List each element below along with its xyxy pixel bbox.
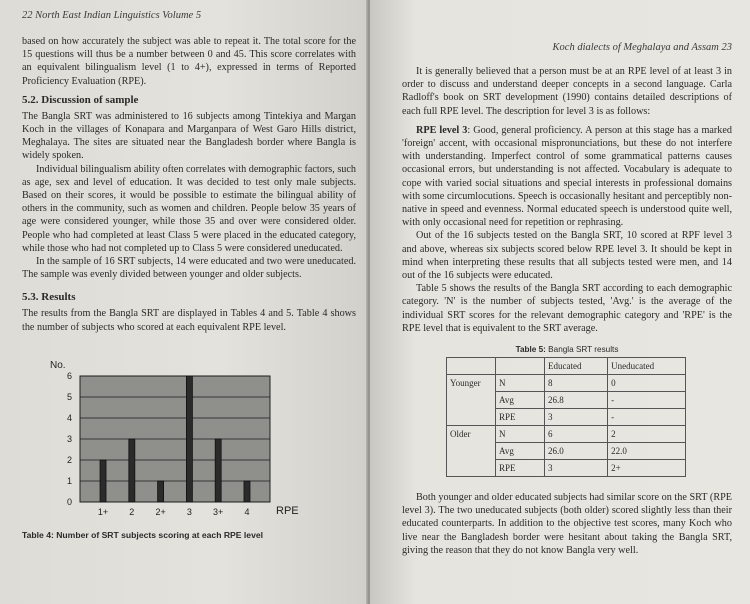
table-5-caption-text: Bangla SRT results [545,345,619,355]
y-tick-label: 5 [66,391,72,402]
section-53-paragraph-1: The results from the Bangla SRT are displayed in Tables 4 and 5. Table 4 shows the number of subjects who scored at each equivalent RPE level. [22,308,356,333]
section-53-heading: 5.3. Results [22,291,76,304]
table-5-body [447,375,686,477]
right-paragraph-4: Both younger and older educated subjects had similar score on the SRT (RPE level 3). The two uneducated subjects (both older) scored slightly less than their educated counterparts. In addition to the objective test scores, many Koch who live near the Bangladesh border were hesitant about taking the Bangla SRT, giving the reason that they do not know Bangla very well. [402,492,732,556]
y-tick-label: 6 [66,370,72,381]
uneducated-cell: 22.0 [608,443,686,460]
rpe-bar-chart [22,342,322,530]
y-tick-label: 0 [66,496,72,507]
table-5-caption [402,345,732,354]
table-row [447,426,686,443]
rpe-level-3-label: RPE level 3 [416,124,468,136]
group-cell: Younger [447,375,496,392]
section-52-paragraph-1: The Bangla SRT was administered to 16 subjects among Tintekiya and Margan Koch in the villages of Konapara and Marganpara of West Garo Hills district, Meghalaya. The sites are situated near the Bangladesh border where Bangla is widely spoken. [22,110,356,162]
educated-cell: 8 [545,375,608,392]
y-tick-label: 2 [66,454,72,465]
y-tick-label: 4 [66,412,72,423]
rpe-level-3-description [402,124,732,230]
section-52-heading: 5.2. Discussion of sample [22,93,139,106]
table-row [447,392,686,409]
table-5-bangla-srt-results [446,357,686,477]
running-header-left: 22 North East Indian Linguistics Volume 5 [22,10,202,21]
group-cell [447,392,496,409]
chart-caption: Table 4: Number of SRT subjects scoring at each RPE level [22,529,264,540]
group-cell: Older [447,426,496,443]
table-corner-cell [447,358,496,375]
x-tick-label: 3 [186,506,192,517]
metric-cell: RPE [496,409,545,426]
group-cell [447,443,496,460]
right-paragraph-3: Table 5 shows the results of the Bangla SRT according to each demographic category. 'N' is the number of subjects tested, 'Avg.' is the average of the individual SRT scores for the relevant demographic category and 'RPE' is the RPE level that is equivalent to the SRT average. [402,283,732,334]
metric-cell: N [496,375,545,392]
uneducated-cell: 0 [608,375,686,392]
bar [186,376,192,502]
y-tick-label: 3 [66,433,72,444]
right-paragraph-1: It is generally believed that a person must be at an RPE level of at least 3 in order to discuss and understand deeper concepts in a second language. Carla Radloff's book on SRT development (1990) contains detailed descriptions of each full RPE level. The description for level 3 is as follows: [402,66,732,117]
uneducated-cell: - [608,409,686,426]
right-page [370,0,750,604]
x-tick-label: 1+ [97,506,109,517]
rpe-level-3-text: : Good, general proficiency. A person at this stage has a marked 'foreign' accent, with occasional mispronunciations, but these do not interfere with understanding. Imperfect control of some grammatical patterns causes occasional errors, but understanding is not affected. Vocabulary is adequate to cope with varied social situations and special interests in professional domains with some circumlocutions. Speech is occasionally hesitant and perceptibly non-native in speed and evenness. Normal educated speech is understood quite well, with only occasional need for repetition or rephrasing. [402,124,732,229]
bar [215,439,221,502]
educated-cell: 26.0 [545,443,608,460]
bar [100,460,106,502]
table-row [447,375,686,392]
x-tick-label: 2 [129,506,135,517]
col-header-uneducated: Uneducated [608,358,686,375]
educated-cell: 6 [545,426,608,443]
running-header-right: Koch dialects of Meghalaya and Assam 23 [552,42,732,53]
table-corner-cell-2 [496,358,545,375]
table-row [447,443,686,460]
group-cell [447,460,496,477]
uneducated-cell: - [608,392,686,409]
bar [158,481,164,502]
table-row [447,460,686,477]
intro-paragraph: based on how accurately the subject was able to repeat it. The total score for the 15 questions will thus be a number between 0 and 45. This score correlates with an equivalent bilingualism level (1 to 4+), expressed in terms of Reported Proficiency Evaluation (RPE). [22,36,356,87]
col-header-educated: Educated [545,358,608,375]
educated-cell: 26.8 [545,392,608,409]
educated-cell: 3 [545,460,608,477]
left-page [0,0,368,604]
metric-cell: Avg [496,392,545,409]
right-paragraph-2: Out of the 16 subjects tested on the Bangla SRT, 10 scored at RPF level 3 and above, whereas six subjects scored below RPE level 3. It should be kept in mind when interpreting these results that all subjects tested were men, and 14 out of the 16 subjects were educated. [402,230,732,282]
metric-cell: Avg [496,443,545,460]
section-52-paragraph-2: Individual bilingualism ability often correlates with demographic factors, such as age, sex and level of education. It was decided to test only male subjects. Based on their scores, it would be possible to estimate the bilingual ability of others in the community, such as women and children. People below 35 years of age were considered younger, while those 35 and over were considered older. People who had completed at least Class 5 were placed in the educated category, while those who had not completed up to Class 5 were considered uneducated. [22,163,356,254]
rpe-bar-chart-svg [22,342,322,530]
x-axis-label: RPE [276,504,299,517]
section-52-paragraph-3: In the sample of 16 SRT subjects, 14 were educated and two were uneducated. The sample was evenly divided between younger and older subjects. [22,256,356,281]
table-row [447,409,686,426]
x-tick-label: 4 [244,506,250,517]
uneducated-cell: 2+ [608,460,686,477]
educated-cell: 3 [545,409,608,426]
y-tick-label: 1 [66,475,72,486]
x-tick-label: 3+ [213,506,224,517]
table-header-row [447,358,686,375]
bar [244,481,250,502]
x-tick-label: 2+ [155,506,166,517]
uneducated-cell: 2 [608,426,686,443]
bar [129,439,135,502]
table-5-caption-label: Table 5: [515,345,546,355]
group-cell [447,409,496,426]
y-axis-label: No. [50,359,66,371]
metric-cell: RPE [496,460,545,477]
metric-cell: N [496,426,545,443]
